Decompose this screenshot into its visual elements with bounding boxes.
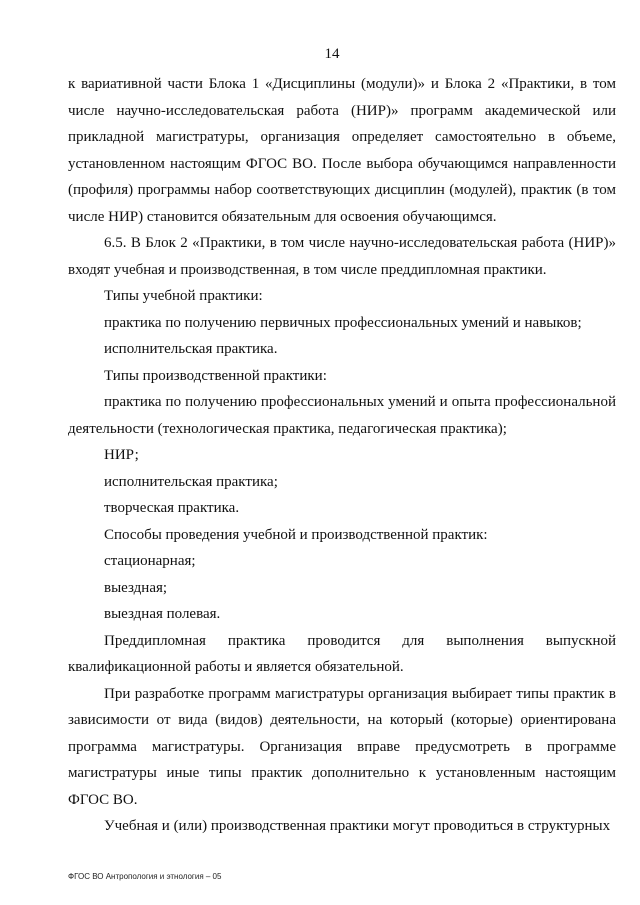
list-item: выездная полевая. bbox=[104, 606, 221, 622]
paragraph-continuation: к вариативной части Блока 1 «Дисциплины (модули)» и Блока 2 «Практики, в том числе научно-исследовательская работа (НИР)» программ академической или прикладной магистратуры, организация определяет самостоятельно в объеме, установленном настоящим ФГОС ВО. После выбора обучающимся направленности (профиля) программы набор соответствующих дисциплин (модулей), практик (в том числе НИР) становится обязательным для освоения обучающимся. bbox=[68, 76, 616, 225]
paragraph-program-development: При разработке программ магистратуры организация выбирает типы практик в зависимости от вида (видов) деятельности, на который (которые) ориентирована программа магистратуры. Организация вправе предусмотреть в программе магистратуры иные типы практик дополнительно к установленным настоящим ФГОС ВО. bbox=[68, 685, 616, 808]
page-footer: ФГОС ВО Антропология и этнология – 05 bbox=[68, 872, 222, 881]
paragraph-prediploma: Преддипломная практика проводится для выполнения выпускной квалификационной работы и является обязательной. bbox=[68, 632, 616, 675]
paragraph-practice-location: Учебная и (или) производственная практики могут проводиться в структурных bbox=[104, 818, 611, 834]
list-item: исполнительская практика; bbox=[104, 473, 278, 490]
heading-production-practice-types: Типы производственной практики: bbox=[104, 367, 327, 384]
list-item: практика по получению первичных профессиональных умений и навыков; bbox=[104, 314, 582, 331]
list-item: выездная; bbox=[104, 579, 168, 596]
heading-practice-methods: Способы проведения учебной и производственной практик: bbox=[104, 526, 488, 543]
heading-educational-practice-types: Типы учебной практики: bbox=[104, 288, 263, 304]
document-body bbox=[68, 71, 616, 840]
page-number: 14 bbox=[324, 46, 340, 62]
paragraph-6-5: 6.5. В Блок 2 «Практики, в том числе научно-исследовательская работа (НИР)» входят учебная и производственная, в том числе преддипломная практики. bbox=[68, 235, 616, 278]
list-item: стационарная; bbox=[104, 553, 196, 569]
list-item: творческая практика. bbox=[104, 500, 240, 516]
list-item: практика по получению профессиональных умений и опыта профессиональной деятельности (технологическая практика, педагогическая практика); bbox=[68, 394, 616, 437]
list-item: исполнительская практика. bbox=[104, 341, 278, 357]
list-item: НИР; bbox=[104, 447, 139, 463]
